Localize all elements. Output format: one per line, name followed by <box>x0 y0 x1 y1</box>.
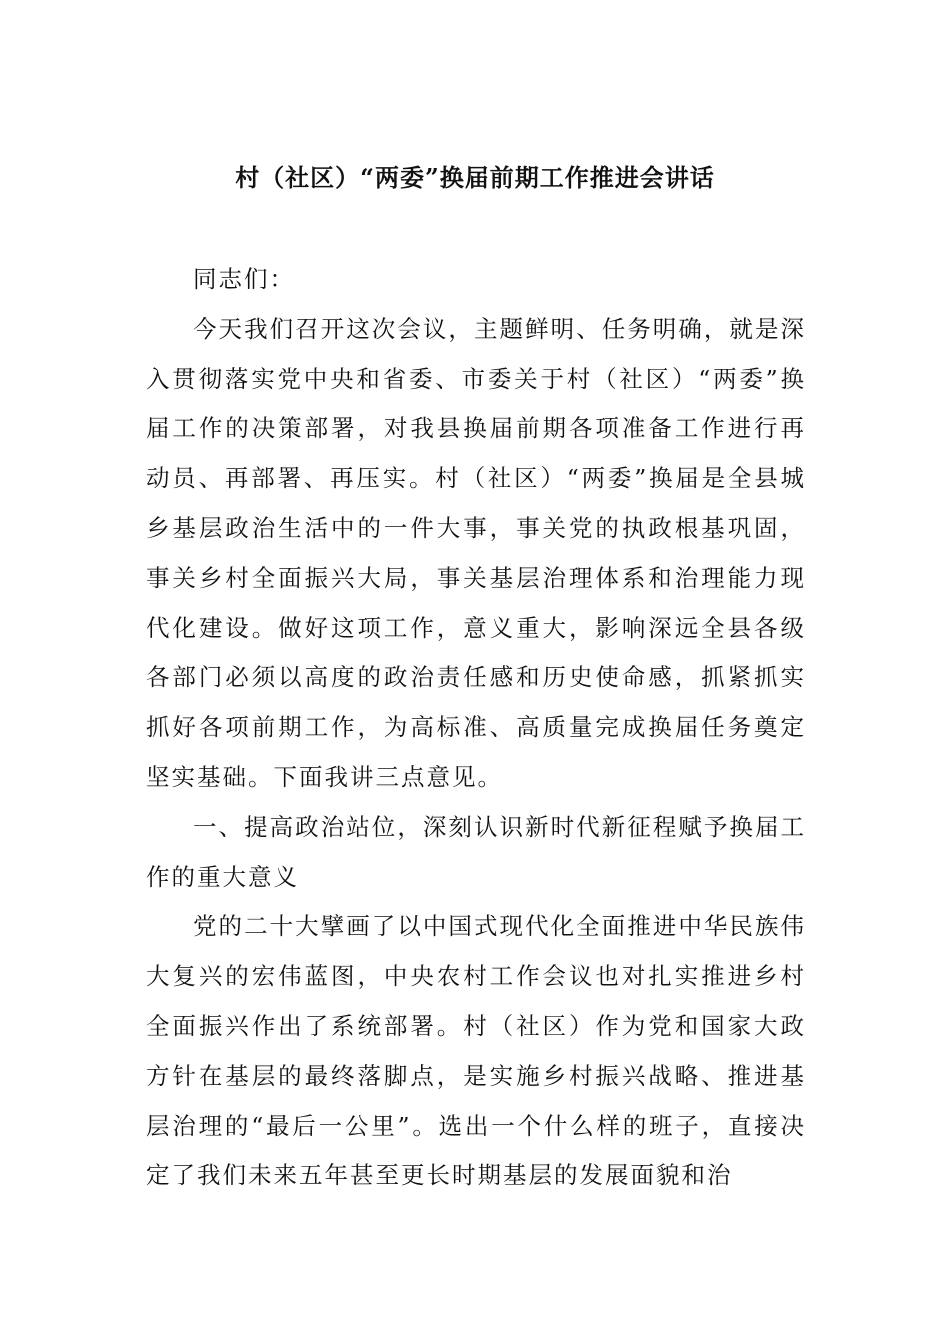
section-heading-1: 一、提高政治站位，深刻认识新时代新征程赋予换届工作的重大意义 <box>146 812 806 891</box>
document-title: 村（社区）“两委”换届前期工作推进会讲话 <box>235 163 715 192</box>
document-body <box>146 255 806 1201</box>
salutation: 同志们： <box>193 265 295 293</box>
paragraph-section-1: 党的二十大擘画了以中国式现代化全面推进中华民族伟大复兴的宏伟蓝图，中央农村工作会议也对扎实推进乡村全面振兴作出了系统部署。村（社区）作为党和国家大政方针在基层的最终落脚点，是实施乡村振兴战略、推进基层治理的“最后一公里”。选出一个什么样的班子，直接决定了我们未来五年甚至更长时期基层的发展面貌和治 <box>146 912 806 1190</box>
paragraph-intro: 今天我们召开这次会议，主题鲜明、任务明确，就是深入贯彻落实党中央和省委、市委关于村（社区）“两委”换届工作的决策部署，对我县换届前期各项准备工作进行再动员、再部署、再压实。村（社区）“两委”换届是全县城乡基层政治生活中的一件大事，事关党的执政根基巩固，事关乡村全面振兴大局，事关基层治理体系和治理能力现代化建设。做好这项工作，意义重大，影响深远全县各级各部门必须以高度的政治责任感和历史使命感，抓紧抓实抓好各项前期工作，为高标准、高质量完成换届任务奠定坚实基础。下面我讲三点意见。 <box>146 314 806 791</box>
